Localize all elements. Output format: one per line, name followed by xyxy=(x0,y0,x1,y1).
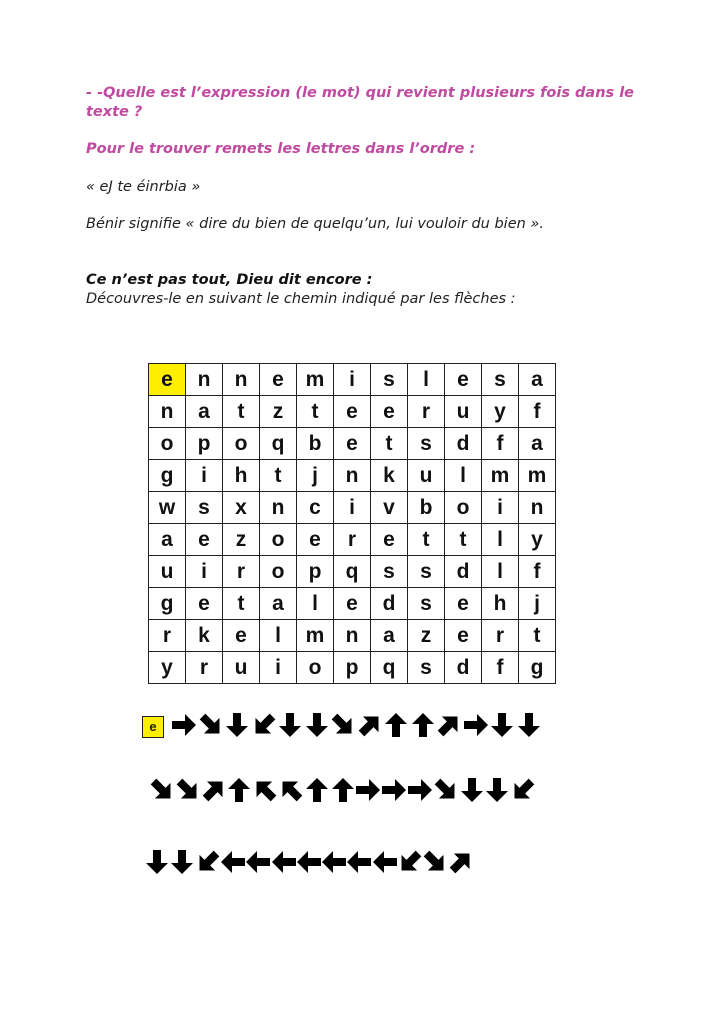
grid-cell: p xyxy=(334,652,371,684)
grid-cell: z xyxy=(223,524,260,556)
arrow-up-icon xyxy=(303,776,331,804)
grid-cell: x xyxy=(223,492,260,524)
grid-cell: c xyxy=(297,492,334,524)
scrambled-words: « eJ te éinrbia » xyxy=(86,179,201,195)
grid-cell: u xyxy=(408,460,445,492)
grid-cell: r xyxy=(149,620,186,652)
grid-cell: n xyxy=(223,364,260,396)
grid-cell: z xyxy=(408,620,445,652)
grid-cell: l xyxy=(445,460,482,492)
grid-cell: o xyxy=(297,652,334,684)
grid-cell: s xyxy=(408,556,445,588)
arrow-down-left-icon xyxy=(194,848,222,876)
arrow-right-icon xyxy=(380,776,408,804)
arrow-down-right-icon xyxy=(432,776,460,804)
grid-cell: e xyxy=(223,620,260,652)
grid-cell: j xyxy=(519,588,556,620)
grid-cell: t xyxy=(223,396,260,428)
arrow-right-icon xyxy=(406,776,434,804)
grid-row xyxy=(149,620,556,652)
grid-cell: m xyxy=(482,460,519,492)
grid-cell: e xyxy=(371,524,408,556)
grid-cell: e xyxy=(149,364,186,396)
grid-cell: e xyxy=(445,588,482,620)
arrow-down-icon xyxy=(143,848,171,876)
grid-cell: s xyxy=(371,556,408,588)
arrow-up-right-icon xyxy=(200,776,228,804)
grid-cell: t xyxy=(371,428,408,460)
grid-cell: e xyxy=(371,396,408,428)
grid-row xyxy=(149,556,556,588)
letter-grid xyxy=(148,363,556,684)
grid-cell: f xyxy=(519,556,556,588)
grid-cell: o xyxy=(149,428,186,460)
grid-cell: o xyxy=(223,428,260,460)
arrow-down-right-icon xyxy=(174,776,202,804)
grid-cell: a xyxy=(186,396,223,428)
grid-cell: f xyxy=(482,428,519,460)
arrow-left-icon xyxy=(345,848,373,876)
grid-cell: i xyxy=(482,492,519,524)
grid-cell: p xyxy=(297,556,334,588)
grid-cell: n xyxy=(519,492,556,524)
question-line-2: texte ? xyxy=(86,104,143,120)
grid-cell: d xyxy=(445,652,482,684)
grid-cell: u xyxy=(223,652,260,684)
grid-cell: q xyxy=(260,428,297,460)
grid-cell: d xyxy=(445,428,482,460)
grid-cell: g xyxy=(519,652,556,684)
arrow-left-icon xyxy=(320,848,348,876)
grid-cell: e xyxy=(260,364,297,396)
grid-cell: a xyxy=(519,364,556,396)
grid-cell: s xyxy=(186,492,223,524)
arrow-right-icon xyxy=(170,711,198,739)
arrow-up-icon xyxy=(382,711,410,739)
arrow-down-icon xyxy=(458,776,486,804)
arrow-up-right-icon xyxy=(447,848,475,876)
grid-cell: s xyxy=(408,652,445,684)
grid-cell: s xyxy=(371,364,408,396)
section-title: Ce n’est pas tout, Dieu dit encore : xyxy=(86,272,373,288)
arrow-up-right-icon xyxy=(435,711,463,739)
grid-cell: n xyxy=(334,460,371,492)
grid-row xyxy=(149,652,556,684)
grid-cell: a xyxy=(519,428,556,460)
arrow-down-icon xyxy=(483,776,511,804)
arrow-down-icon xyxy=(223,711,251,739)
grid-cell: g xyxy=(149,460,186,492)
grid-cell: n xyxy=(334,620,371,652)
grid-cell: d xyxy=(445,556,482,588)
grid-row xyxy=(149,396,556,428)
grid-cell: n xyxy=(260,492,297,524)
arrow-down-left-icon xyxy=(396,848,424,876)
grid-cell: s xyxy=(408,428,445,460)
grid-cell: g xyxy=(149,588,186,620)
grid-cell: q xyxy=(334,556,371,588)
arrow-up-left-icon xyxy=(251,776,279,804)
grid-cell: i xyxy=(334,364,371,396)
grid-cell: w xyxy=(149,492,186,524)
arrow-left-icon xyxy=(219,848,247,876)
grid-cell: e xyxy=(334,396,371,428)
grid-cell: m xyxy=(297,620,334,652)
instruction-text: Pour le trouver remets les lettres dans l’ordre : xyxy=(86,141,476,157)
grid-cell: l xyxy=(482,524,519,556)
arrow-down-icon xyxy=(515,711,543,739)
grid-cell: p xyxy=(186,428,223,460)
arrow-up-icon xyxy=(225,776,253,804)
arrow-up-right-icon xyxy=(356,711,384,739)
arrow-down-right-icon xyxy=(148,776,176,804)
grid-cell: t xyxy=(408,524,445,556)
grid-cell: e xyxy=(186,588,223,620)
arrow-left-icon xyxy=(295,848,323,876)
grid-row xyxy=(149,524,556,556)
grid-cell: h xyxy=(482,588,519,620)
grid-row xyxy=(149,492,556,524)
arrow-left-icon xyxy=(371,848,399,876)
arrow-left-icon xyxy=(270,848,298,876)
grid-cell: z xyxy=(260,396,297,428)
definition-text: Bénir signifie « dire du bien de quelqu’un, lui vouloir du bien ». xyxy=(86,216,544,232)
grid-cell: u xyxy=(149,556,186,588)
grid-row xyxy=(149,588,556,620)
arrow-down-icon xyxy=(168,848,196,876)
grid-cell: s xyxy=(408,588,445,620)
grid-cell: a xyxy=(371,620,408,652)
arrow-down-right-icon xyxy=(197,711,225,739)
grid-cell: o xyxy=(260,524,297,556)
arrow-up-icon xyxy=(409,711,437,739)
grid-cell: u xyxy=(445,396,482,428)
grid-cell: n xyxy=(186,364,223,396)
grid-row xyxy=(149,428,556,460)
grid-cell: m xyxy=(519,460,556,492)
grid-cell: t xyxy=(223,588,260,620)
grid-cell: b xyxy=(297,428,334,460)
arrow-down-icon xyxy=(488,711,516,739)
grid-cell: l xyxy=(408,364,445,396)
section-subtitle: Découvres-le en suivant le chemin indiqué par les flèches : xyxy=(86,291,516,307)
grid-cell: o xyxy=(445,492,482,524)
arrow-down-left-icon xyxy=(250,711,278,739)
arrow-down-left-icon xyxy=(509,776,537,804)
grid-cell: y xyxy=(149,652,186,684)
grid-cell: l xyxy=(260,620,297,652)
start-letter-cell: e xyxy=(142,716,164,738)
grid-cell: f xyxy=(519,396,556,428)
grid-cell: t xyxy=(297,396,334,428)
grid-cell: e xyxy=(445,620,482,652)
arrow-right-icon xyxy=(462,711,490,739)
grid-cell: e xyxy=(334,588,371,620)
grid-cell: m xyxy=(297,364,334,396)
grid-cell: i xyxy=(186,556,223,588)
grid-cell: y xyxy=(482,396,519,428)
grid-cell: d xyxy=(371,588,408,620)
grid-cell: k xyxy=(371,460,408,492)
arrow-down-right-icon xyxy=(329,711,357,739)
grid-cell: i xyxy=(334,492,371,524)
arrow-up-left-icon xyxy=(277,776,305,804)
grid-cell: e xyxy=(445,364,482,396)
grid-cell: l xyxy=(297,588,334,620)
grid-cell: y xyxy=(519,524,556,556)
grid-cell: r xyxy=(408,396,445,428)
grid-cell: i xyxy=(186,460,223,492)
grid-cell: f xyxy=(482,652,519,684)
grid-cell: r xyxy=(223,556,260,588)
grid-cell: v xyxy=(371,492,408,524)
grid-cell: o xyxy=(260,556,297,588)
grid-cell: t xyxy=(519,620,556,652)
grid-cell: e xyxy=(334,428,371,460)
arrow-right-icon xyxy=(354,776,382,804)
grid-row xyxy=(149,460,556,492)
grid-cell: q xyxy=(371,652,408,684)
grid-cell: r xyxy=(482,620,519,652)
grid-cell: t xyxy=(260,460,297,492)
grid-row xyxy=(149,364,556,396)
grid-cell: r xyxy=(186,652,223,684)
arrow-down-right-icon xyxy=(421,848,449,876)
arrow-up-icon xyxy=(329,776,357,804)
grid-cell: a xyxy=(260,588,297,620)
question-line-1: - -Quelle est l’expression (le mot) qui revient plusieurs fois dans le xyxy=(86,85,634,101)
grid-cell: l xyxy=(482,556,519,588)
grid-cell: h xyxy=(223,460,260,492)
grid-cell: r xyxy=(334,524,371,556)
grid-cell: k xyxy=(186,620,223,652)
grid-cell: e xyxy=(297,524,334,556)
arrow-left-icon xyxy=(244,848,272,876)
grid-cell: i xyxy=(260,652,297,684)
grid-cell: j xyxy=(297,460,334,492)
arrow-down-icon xyxy=(303,711,331,739)
grid-cell: e xyxy=(186,524,223,556)
grid-cell: n xyxy=(149,396,186,428)
arrow-down-icon xyxy=(276,711,304,739)
grid-cell: t xyxy=(445,524,482,556)
grid-cell: a xyxy=(149,524,186,556)
grid-cell: b xyxy=(408,492,445,524)
grid-cell: s xyxy=(482,364,519,396)
